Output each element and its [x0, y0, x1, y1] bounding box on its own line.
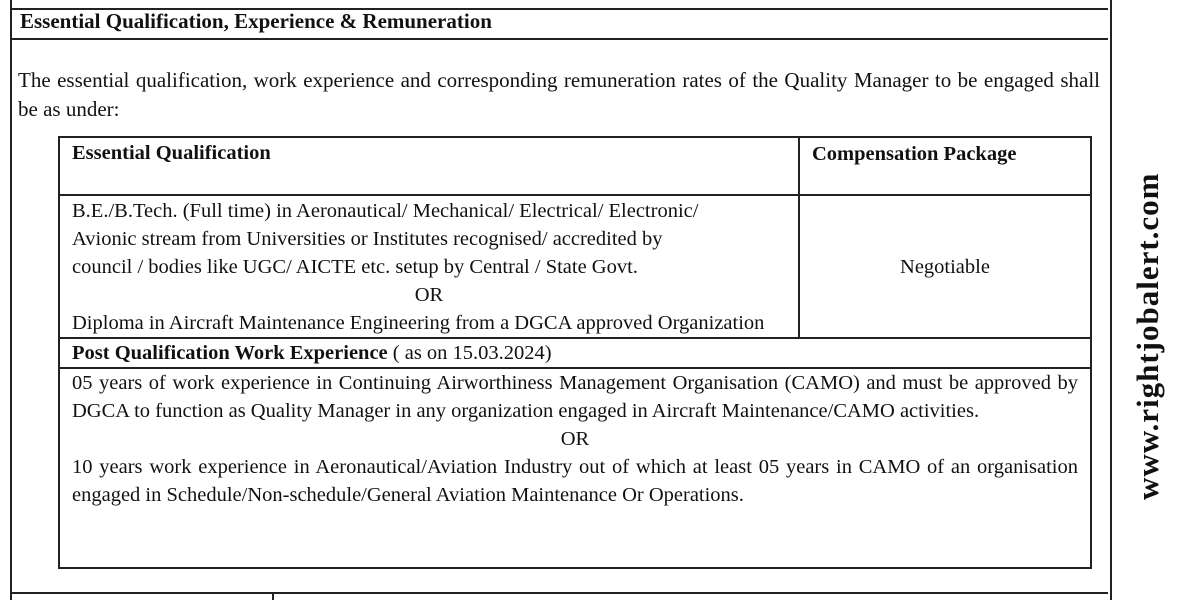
qualification-table [58, 136, 1092, 569]
experience-heading-row [59, 338, 1091, 368]
qualification-alternative: Diploma in Aircraft Maintenance Engineering from a DGCA approved Organization [72, 312, 765, 334]
compensation-value: Negotiable [799, 195, 1091, 338]
qualification-line-3: council / bodies like UGC/ AICTE etc. setup by Central / State Govt. [72, 256, 638, 278]
watermark-text: www.rightjobalert.com [1130, 172, 1165, 500]
experience-cell [59, 368, 1091, 568]
experience-option-2: 10 years work experience in Aeronautical/Aviation Industry out of which at least 05 years in CAMO of an organisation engaged in Schedule/Non-schedule/General Aviation Maintenance Or Operations. [72, 456, 1078, 506]
section-title: Essential Qualification, Experience & Remuneration [20, 9, 492, 33]
experience-heading-cell [59, 338, 1091, 368]
qualification-cell [59, 195, 799, 338]
header-essential-qualification: Essential Qualification [59, 137, 799, 195]
qualification-line-2: Avionic stream from Universities or Institutes recognised/ accredited by [72, 228, 663, 250]
table-header-row [59, 137, 1091, 195]
or-separator: OR [414, 284, 444, 306]
experience-heading: Post Qualification Work Experience [72, 342, 388, 364]
or-separator: OR [560, 428, 590, 450]
experience-option-1: 05 years of work experience in Continuing Airworthiness Management Organisation (CAMO) and must be approved by DGCA to function as Quality Manager in any organization engaged in Aircraft Maintenance/CAMO activities. [72, 372, 1078, 422]
footer-column-divider [272, 592, 274, 600]
experience-row [59, 368, 1091, 568]
header-compensation-package: Compensation Package [799, 137, 1091, 195]
qualification-line-1: B.E./B.Tech. (Full time) in Aeronautical/ Mechanical/ Electrical/ Electronic/ [72, 200, 699, 222]
experience-date-note: ( as on 15.03.2024) [392, 342, 552, 364]
intro-paragraph: The essential qualification, work experience and corresponding remuneration rates of the Quality Manager to be engaged shall be as under: [18, 68, 1100, 121]
footer-divider [10, 592, 1108, 602]
qualification-row [59, 195, 1091, 338]
